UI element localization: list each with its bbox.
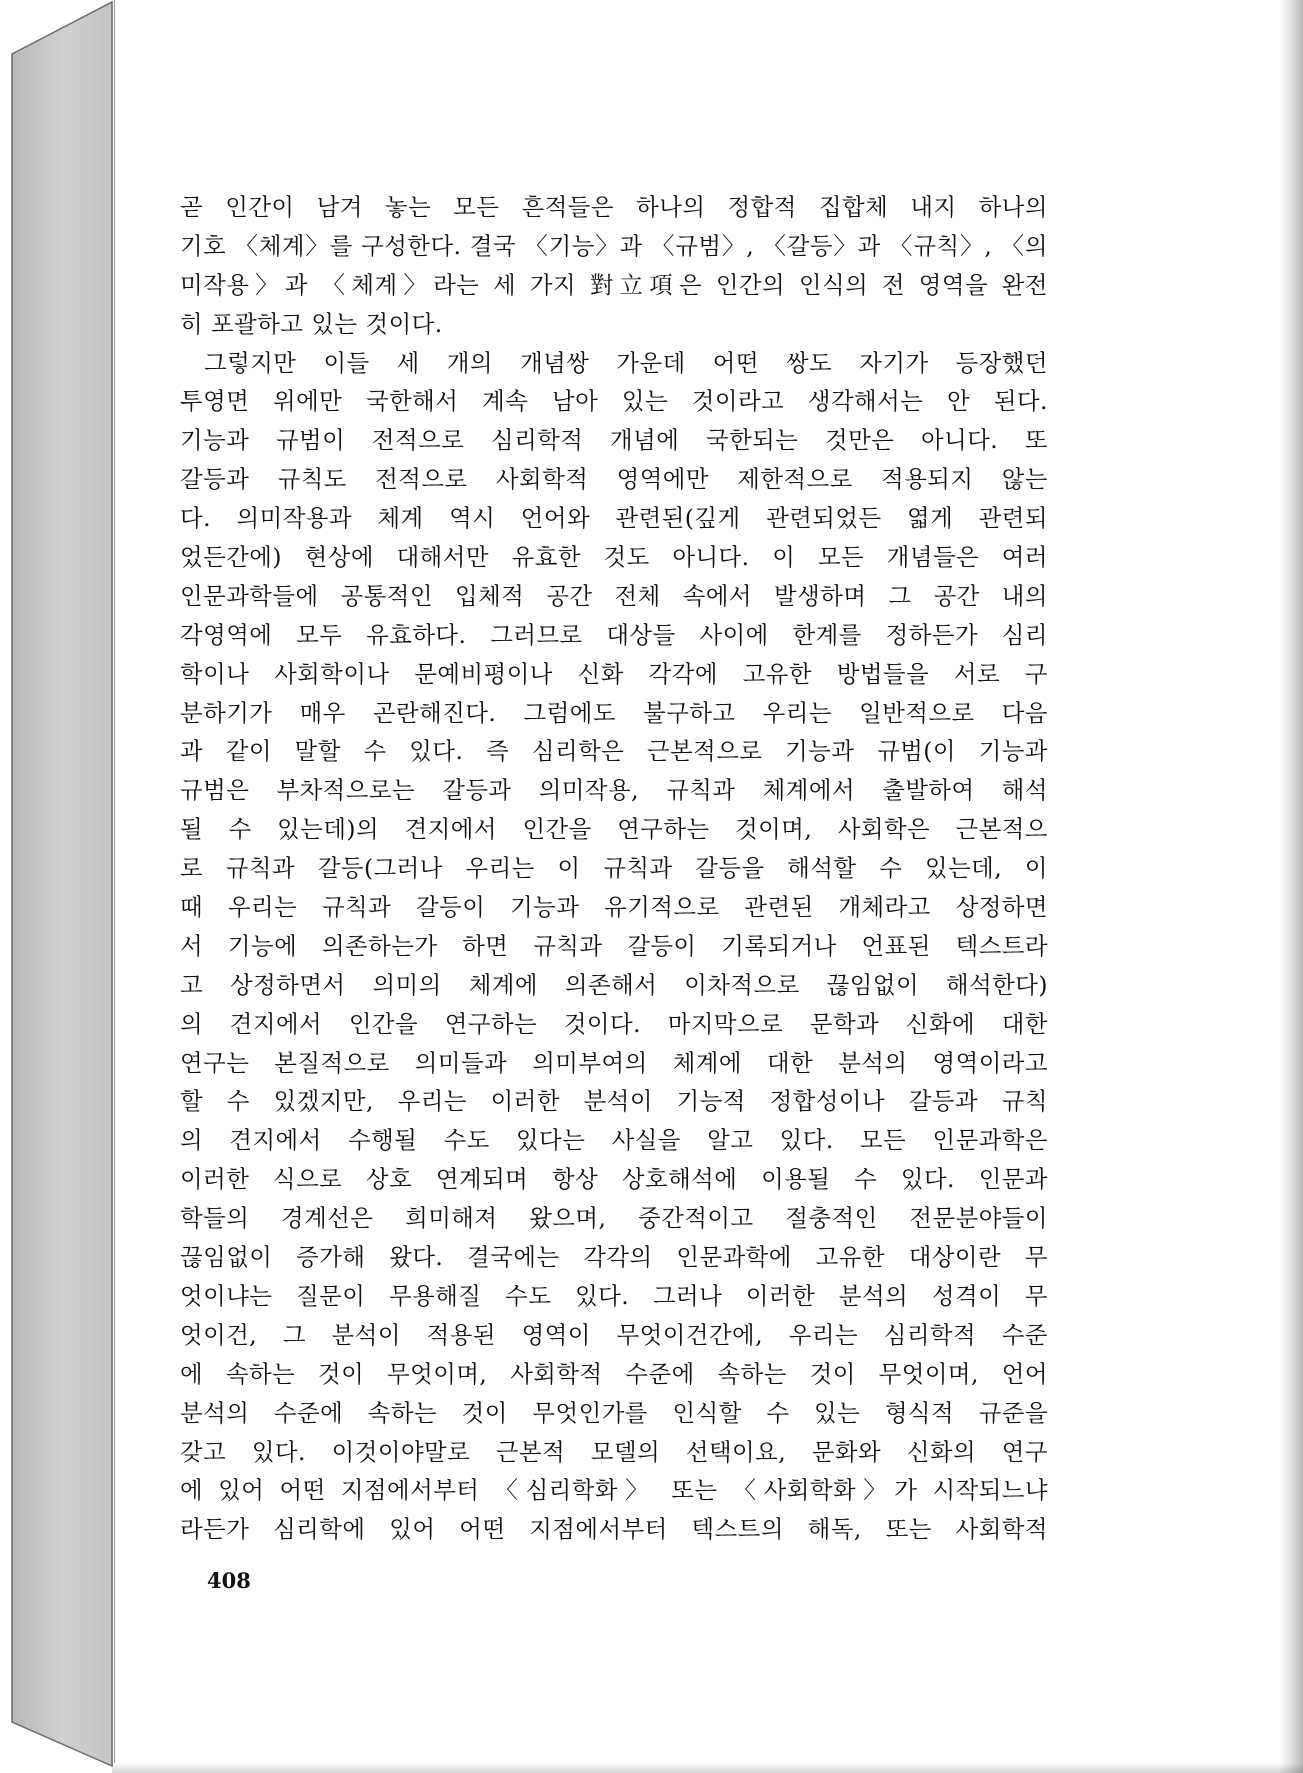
text-line: 과 같이 말할 수 있다. 즉 심리학은 근본적으로 기능과 규범(이 기능과 [180,737,1048,766]
text-line: 분석의 수준에 속하는 것이 무엇인가를 인식할 수 있는 형식적 규준을 [180,1398,1048,1427]
text-line: 갈등과 규칙도 전적으로 사회학적 영역에만 제한적으로 적용되지 않는 [180,465,1048,494]
text-line: 에 있어 어떤 지점에서부터 〈심리학화〉 또는 〈사회학화〉가 시작되느냐 [180,1476,1048,1505]
text-line: 그렇지만 이들 세 개의 개념쌍 가운데 어떤 쌍도 자기가 등장했던 [204,348,1048,377]
body-text [180,188,1048,1549]
text-line: 고 상정하면서 의미의 체계에 의존해서 이차적으로 끊임없이 해석한다) [180,970,1048,999]
text-line: 었든간에) 현상에 대해서만 유효한 것도 아니다. 이 모든 개념들은 여러 [180,543,1048,572]
text-line: 투영면 위에만 국한해서 계속 남아 있는 것이라고 생각해서는 안 된다. [180,387,1048,416]
text-line: 인문과학들에 공통적인 입체적 공간 전체 속에서 발생하며 그 공간 내의 [180,581,1048,610]
text-line: 이러한 식으로 상호 연계되며 항상 상호해석에 이용될 수 있다. 인문과 [180,1165,1048,1194]
text-line: 곧 인간이 남겨 놓는 모든 흔적들은 하나의 정합적 집합체 내지 하나의 [180,193,1048,221]
text-line: 기호 〈체계〉를 구성한다. 결국 〈기능〉과 〈규범〉, 〈갈등〉과 〈규칙〉, 〈의 [180,231,1048,260]
text-line: 의 견지에서 수행될 수도 있다는 사실을 알고 있다. 모든 인문과학은 [180,1126,1048,1155]
page-number: 408 [207,1568,251,1593]
text-line: 연구는 본질적으로 의미들과 의미부여의 체계에 대한 분석의 영역이라고 [180,1048,1048,1077]
text-line: 때 우리는 규칙과 갈등이 기능과 유기적으로 관련된 개체라고 상정하면 [180,893,1048,922]
text-line: 의 견지에서 인간을 연구하는 것이다. 마지막으로 문학과 신화에 대한 [180,1009,1048,1038]
text-line: 할 수 있겠지만, 우리는 이러한 분석이 기능적 정합성이나 갈등과 규칙 [180,1087,1048,1116]
text-line: 학들의 경계선은 희미해져 왔으며, 중간적이고 절충적인 전문분야들이 [180,1204,1048,1233]
text-line: 라든가 심리학에 있어 어떤 지점에서부터 텍스트의 해독, 또는 사회학적 [180,1515,1048,1544]
text-line: 각영역에 모두 유효하다. 그러므로 대상들 사이에 한계를 정하든가 심리 [180,620,1048,649]
text-line: 분하기가 매우 곤란해진다. 그럼에도 불구하고 우리는 일반적으로 다음 [180,698,1048,727]
text-line: 될 수 있는데)의 견지에서 인간을 연구하는 것이며, 사회학은 근본적으 [180,815,1048,844]
text-line: 규범은 부차적으로는 갈등과 의미작용, 규칙과 체계에서 출발하여 해석 [180,776,1048,805]
text-line: 학이나 사회학이나 문예비평이나 신화 각각에 고유한 방법들을 서로 구 [180,659,1048,688]
text-line: 에 속하는 것이 무엇이며, 사회학적 수준에 속하는 것이 무엇이며, 언어 [180,1359,1048,1388]
text-line: 서 기능에 의존하는가 하면 규칙과 갈등이 기록되거나 언표된 텍스트라 [180,931,1048,960]
text-line: 엇이건, 그 분석이 적용된 영역이 무엇이건간에, 우리는 심리학적 수준 [180,1320,1048,1349]
text-line: 끊임없이 증가해 왔다. 결국에는 각각의 인문과학에 고유한 대상이란 무 [180,1243,1048,1272]
text-line: 미작용〉과 〈체계〉라는 세 가지 對立項은 인간의 인식의 전 영역을 완전 [180,270,1048,299]
text-line: 엇이냐는 질문이 무용해질 수도 있다. 그러나 이러한 분석의 성격이 무 [180,1281,1048,1310]
text-line: 기능과 규범이 전적으로 심리학적 개념에 국한되는 것만은 아니다. 또 [180,426,1048,455]
text-line: 로 규칙과 갈등(그러나 우리는 이 규칙과 갈등을 해석할 수 있는데, 이 [180,854,1048,883]
text-line: 갖고 있다. 이것이야말로 근본적 모델의 선택이요, 문화와 신화의 연구 [180,1437,1048,1466]
page-shadow-right [1279,0,1303,1773]
page-shadow-bottom [112,1763,1303,1773]
text-line: 히 포괄하고 있는 것이다. [180,309,443,338]
text-line: 다. 의미작용과 체계 역시 언어와 관련된(깊게 관련되었든 엷게 관련되 [180,504,1048,533]
book-edge [0,0,115,1773]
